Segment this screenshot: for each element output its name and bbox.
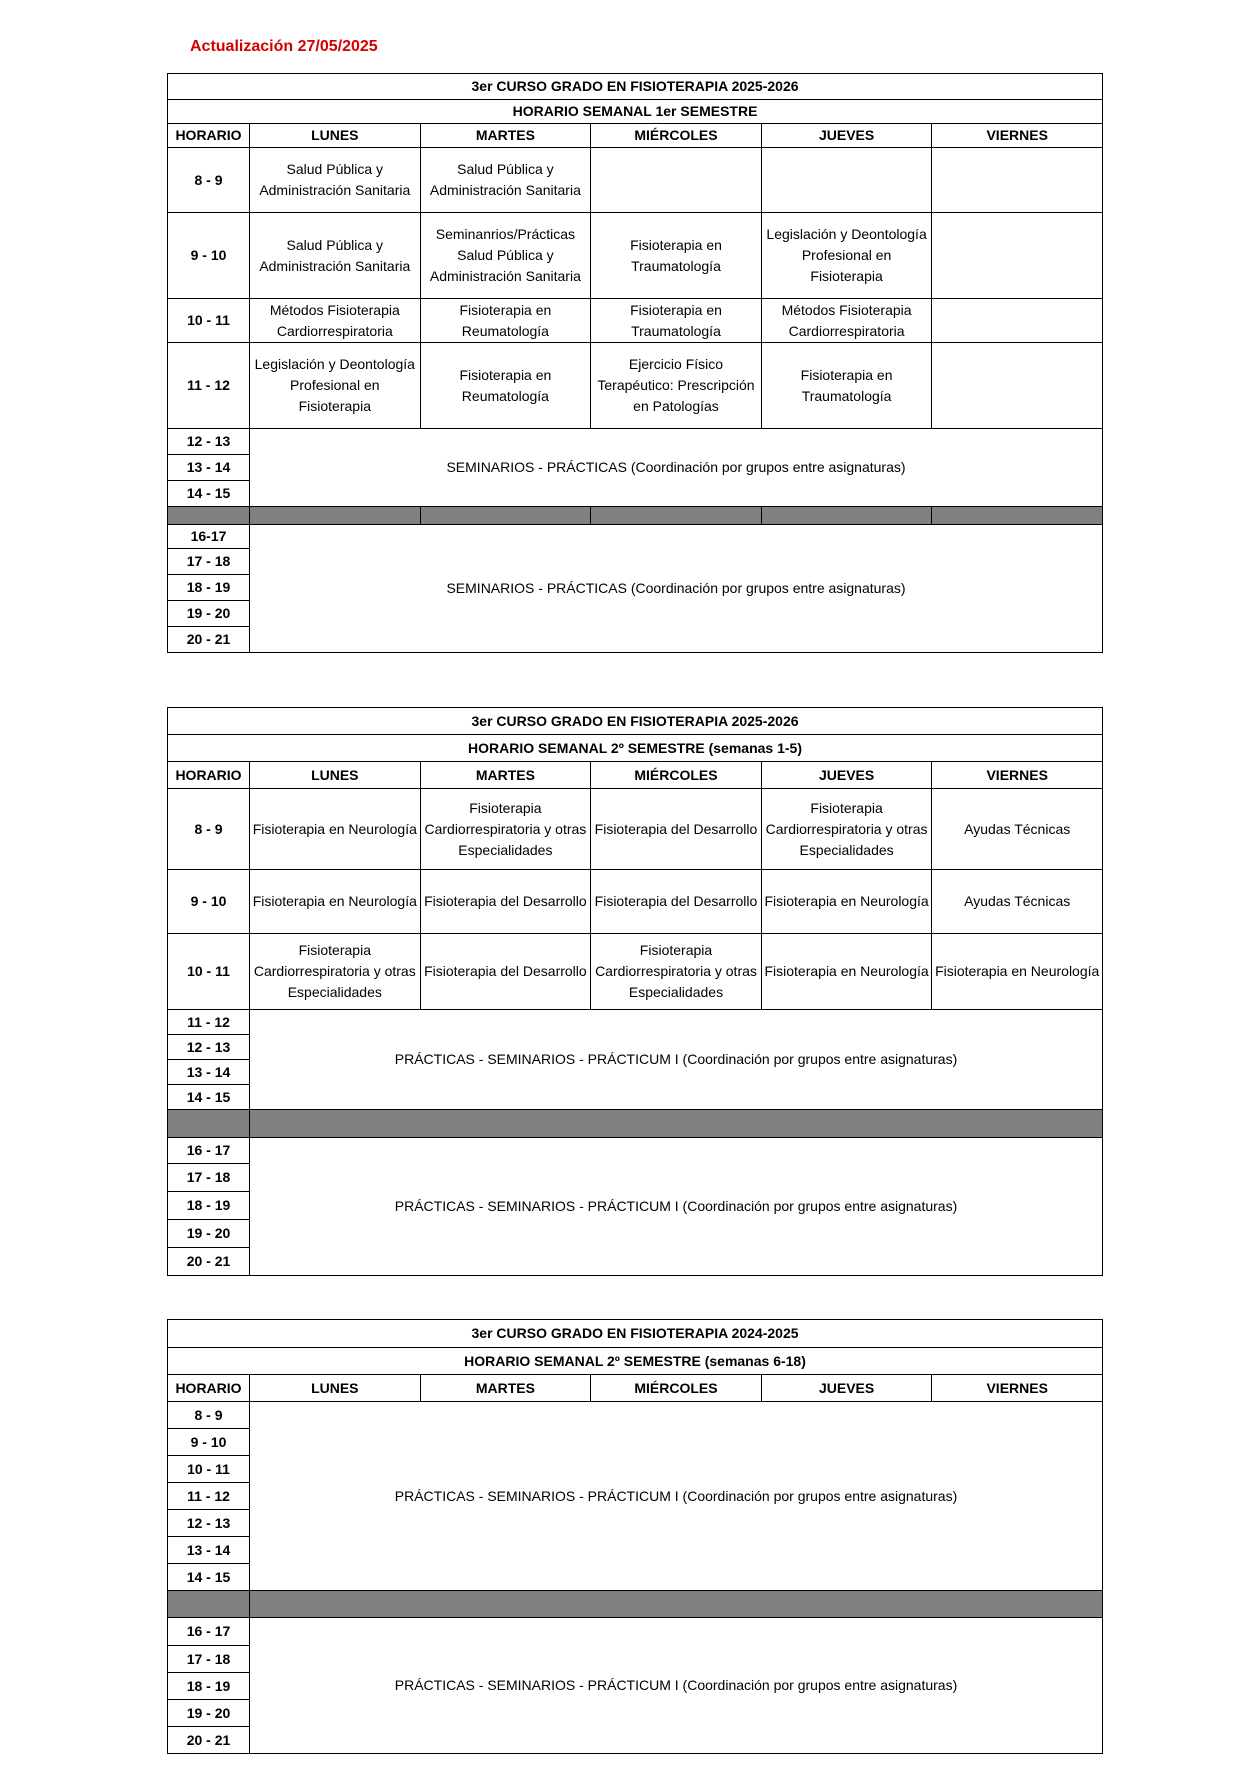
schedule-table-sem1 xyxy=(167,73,1103,653)
hour-cell: 14 - 15 xyxy=(168,481,250,507)
header-day: LUNES xyxy=(250,762,421,789)
table-row xyxy=(168,148,1103,213)
class-cell: Fisioterapia en Reumatología xyxy=(420,343,591,429)
lunch-separator xyxy=(168,1591,1103,1618)
header-day: MARTES xyxy=(420,124,591,148)
hour-cell: 10 - 11 xyxy=(168,1456,250,1483)
hour-cell: 19 - 20 xyxy=(168,1700,250,1727)
table-row xyxy=(168,343,1103,429)
practice-block: PRÁCTICAS - SEMINARIOS - PRÁCTICUM I (Coordinación por grupos entre asignaturas) xyxy=(250,1618,1103,1754)
class-cell xyxy=(932,343,1103,429)
class-cell: Fisioterapia en Neurología xyxy=(250,789,421,870)
class-cell: Legislación y Deontología Profesional en Fisioterapia xyxy=(761,213,932,299)
class-cell xyxy=(932,213,1103,299)
header-day: LUNES xyxy=(250,1375,421,1402)
header-day: VIERNES xyxy=(932,1375,1103,1402)
hour-cell: 10 - 11 xyxy=(168,934,250,1010)
class-cell: Métodos Fisioterapia Cardiorrespiratoria xyxy=(250,299,421,343)
hour-cell: 20 - 21 xyxy=(168,1248,250,1276)
hour-cell: 8 - 9 xyxy=(168,148,250,213)
class-cell: Ejercicio Físico Terapéutico: Prescripción en Patologías xyxy=(591,343,762,429)
class-cell: Ayudas Técnicas xyxy=(932,870,1103,934)
hour-cell: 11 - 12 xyxy=(168,1483,250,1510)
class-cell xyxy=(591,148,762,213)
class-cell: Fisioterapia Cardiorrespiratoria y otras Especialidades xyxy=(761,789,932,870)
class-cell: Ayudas Técnicas xyxy=(932,789,1103,870)
hour-cell: 18 - 19 xyxy=(168,575,250,601)
hour-cell: 12 - 13 xyxy=(168,1510,250,1537)
class-cell: Fisioterapia en Neurología xyxy=(250,870,421,934)
hour-cell: 8 - 9 xyxy=(168,789,250,870)
class-cell: Fisioterapia en Neurología xyxy=(761,870,932,934)
header-horario: HORARIO xyxy=(168,762,250,789)
hour-cell: 20 - 21 xyxy=(168,627,250,653)
table-row xyxy=(168,213,1103,299)
hour-cell: 17 - 18 xyxy=(168,1164,250,1192)
header-day: MIÉRCOLES xyxy=(591,762,762,789)
class-cell: Fisioterapia Cardiorrespiratoria y otras Especialidades xyxy=(250,934,421,1010)
header-horario: HORARIO xyxy=(168,124,250,148)
class-cell: Fisioterapia en Neurología xyxy=(932,934,1103,1010)
hour-cell: 16-17 xyxy=(168,525,250,549)
hour-cell: 13 - 14 xyxy=(168,1537,250,1564)
schedule-table-sem2-weeks1-5 xyxy=(167,707,1103,1276)
table-subtitle: HORARIO SEMANAL 1er SEMESTRE xyxy=(168,100,1103,124)
hour-cell: 12 - 13 xyxy=(168,1035,250,1060)
table-title: 3er CURSO GRADO EN FISIOTERAPIA 2025-2026 xyxy=(168,74,1103,100)
hour-cell: 17 - 18 xyxy=(168,1646,250,1673)
hour-cell: 9 - 10 xyxy=(168,870,250,934)
class-cell: Fisioterapia Cardiorrespiratoria y otras Especialidades xyxy=(591,934,762,1010)
class-cell: Legislación y Deontología Profesional en Fisioterapia xyxy=(250,343,421,429)
table-title: 3er CURSO GRADO EN FISIOTERAPIA 2024-2025 xyxy=(168,1320,1103,1348)
hour-cell: 14 - 15 xyxy=(168,1085,250,1110)
hour-cell: 20 - 21 xyxy=(168,1727,250,1754)
practice-block: PRÁCTICAS - SEMINARIOS - PRÁCTICUM I (Coordinación por grupos entre asignaturas) xyxy=(250,1010,1103,1110)
table-row xyxy=(168,299,1103,343)
hour-cell: 11 - 12 xyxy=(168,1010,250,1035)
hour-cell: 16 - 17 xyxy=(168,1138,250,1164)
class-cell: Seminanrios/Prácticas Salud Pública y Administración Sanitaria xyxy=(420,213,591,299)
hour-cell: 13 - 14 xyxy=(168,455,250,481)
header-day: JUEVES xyxy=(761,124,932,148)
practice-block: PRÁCTICAS - SEMINARIOS - PRÁCTICUM I (Coordinación por grupos entre asignaturas) xyxy=(250,1138,1103,1276)
class-cell: Fisioterapia en Reumatología xyxy=(420,299,591,343)
schedule-table-sem2-weeks6-18 xyxy=(167,1319,1103,1754)
hour-cell: 17 - 18 xyxy=(168,549,250,575)
class-cell xyxy=(932,299,1103,343)
class-cell: Fisioterapia en Traumatología xyxy=(591,299,762,343)
header-day: MIÉRCOLES xyxy=(591,124,762,148)
table-subtitle: HORARIO SEMANAL 2º SEMESTRE (semanas 6-18) xyxy=(168,1348,1103,1375)
practice-block: PRÁCTICAS - SEMINARIOS - PRÁCTICUM I (Coordinación por grupos entre asignaturas) xyxy=(250,1402,1103,1591)
header-day: JUEVES xyxy=(761,762,932,789)
table-row xyxy=(168,789,1103,870)
hour-cell: 13 - 14 xyxy=(168,1060,250,1085)
class-cell: Fisioterapia en Traumatología xyxy=(591,213,762,299)
hour-cell: 19 - 20 xyxy=(168,1220,250,1248)
header-day: VIERNES xyxy=(932,762,1103,789)
hour-cell: 9 - 10 xyxy=(168,213,250,299)
hour-cell: 18 - 19 xyxy=(168,1673,250,1700)
class-cell: Fisioterapia del Desarrollo xyxy=(420,934,591,1010)
hour-cell: 18 - 19 xyxy=(168,1192,250,1220)
class-cell: Métodos Fisioterapia Cardiorrespiratoria xyxy=(761,299,932,343)
class-cell xyxy=(761,148,932,213)
table-subtitle: HORARIO SEMANAL 2º SEMESTRE (semanas 1-5) xyxy=(168,735,1103,762)
table-title: 3er CURSO GRADO EN FISIOTERAPIA 2025-2026 xyxy=(168,708,1103,735)
hour-cell: 16 - 17 xyxy=(168,1618,250,1646)
hour-cell: 9 - 10 xyxy=(168,1429,250,1456)
table-row xyxy=(168,870,1103,934)
hour-cell: 19 - 20 xyxy=(168,601,250,627)
practice-block: SEMINARIOS - PRÁCTICAS (Coordinación por grupos entre asignaturas) xyxy=(250,429,1103,507)
class-cell: Fisioterapia en Neurología xyxy=(761,934,932,1010)
hour-cell: 12 - 13 xyxy=(168,429,250,455)
class-cell: Fisioterapia del Desarrollo xyxy=(591,870,762,934)
lunch-separator xyxy=(168,507,1103,525)
lunch-separator xyxy=(168,1110,1103,1138)
header-day: VIERNES xyxy=(932,124,1103,148)
header-day: MARTES xyxy=(420,1375,591,1402)
header-day: MARTES xyxy=(420,762,591,789)
class-cell: Salud Pública y Administración Sanitaria xyxy=(250,148,421,213)
hour-cell: 11 - 12 xyxy=(168,343,250,429)
header-day: MIÉRCOLES xyxy=(591,1375,762,1402)
update-date: Actualización 27/05/2025 xyxy=(190,38,378,55)
header-day: JUEVES xyxy=(761,1375,932,1402)
class-cell: Salud Pública y Administración Sanitaria xyxy=(420,148,591,213)
hour-cell: 10 - 11 xyxy=(168,299,250,343)
class-cell: Salud Pública y Administración Sanitaria xyxy=(250,213,421,299)
class-cell: Fisioterapia Cardiorrespiratoria y otras Especialidades xyxy=(420,789,591,870)
header-day: LUNES xyxy=(250,124,421,148)
class-cell: Fisioterapia en Traumatología xyxy=(761,343,932,429)
class-cell: Fisioterapia del Desarrollo xyxy=(420,870,591,934)
hour-cell: 8 - 9 xyxy=(168,1402,250,1429)
practice-block: SEMINARIOS - PRÁCTICAS (Coordinación por grupos entre asignaturas) xyxy=(250,525,1103,653)
hour-cell: 14 - 15 xyxy=(168,1564,250,1591)
class-cell: Fisioterapia del Desarrollo xyxy=(591,789,762,870)
header-horario: HORARIO xyxy=(168,1375,250,1402)
table-row xyxy=(168,934,1103,1010)
class-cell xyxy=(932,148,1103,213)
